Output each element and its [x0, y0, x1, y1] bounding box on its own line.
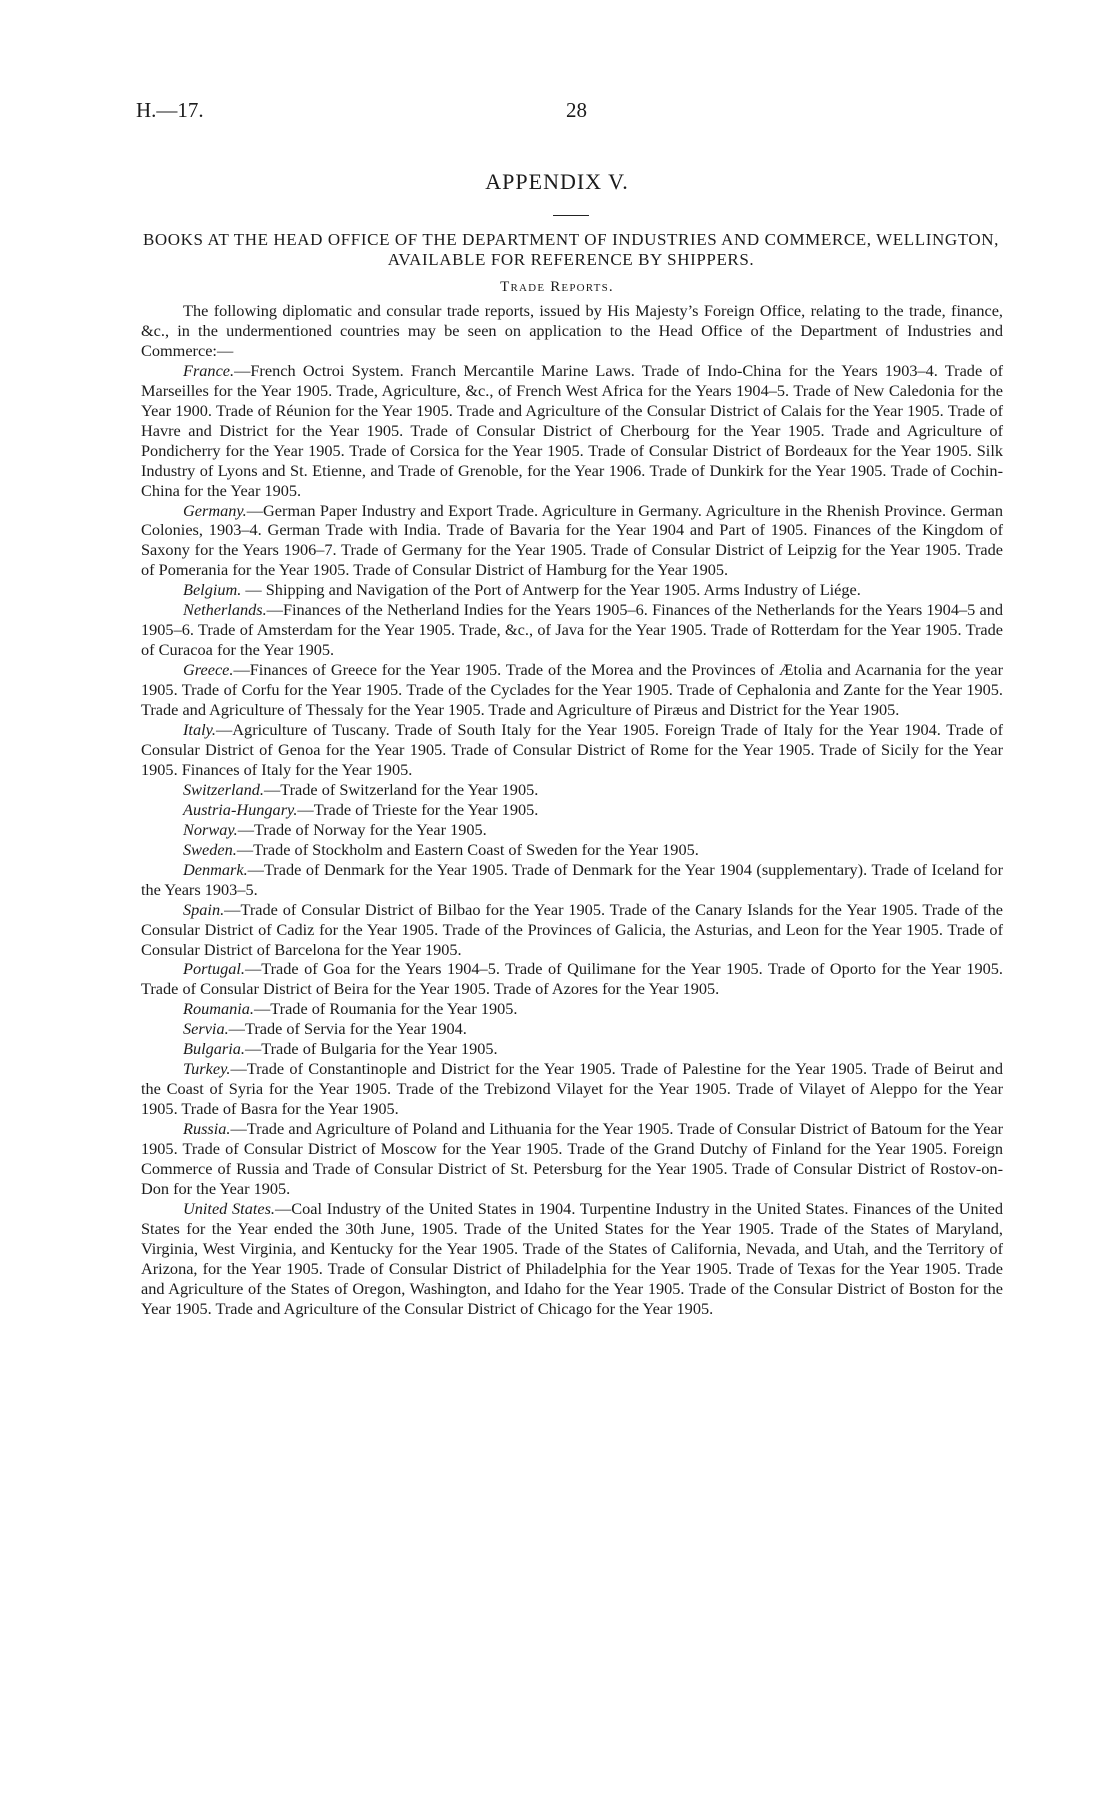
title-rule	[553, 215, 589, 216]
country-name: Roumania.	[183, 999, 254, 1019]
country-reports: —German Paper Industry and Export Trade. Agriculture in Germany. Agriculture in the Rhenish Province. German Colonies, 1903–4. German Trade with India. Trade of Bavaria for the Year 1904 and Part of 1905. Finances of the Kingdom of Saxony for the Years 1906–7. Trade of Germany for the Year 1905. Trade of Consular District of Leipzig for the Year 1905. Trade of Pomerania for the Year 1905. Trade of Consular District of Hamburg for the Year 1905.	[141, 500, 1003, 580]
country-paragraph	[141, 580, 1003, 600]
country-name: Servia.	[183, 1019, 229, 1039]
country-name: Italy.	[183, 720, 217, 740]
country-paragraph	[141, 900, 1003, 960]
country-paragraph	[141, 361, 1003, 501]
country-reports: —Trade of Denmark for the Year 1905. Trade of Denmark for the Year 1904 (supplementary). Trade of Iceland for the Years 1903–5.	[141, 859, 1003, 899]
country-name: Germany.	[183, 500, 247, 520]
intro-paragraph: The following diplomatic and consular trade reports, issued by His Majesty’s Foreign Office, relating to the trade, finance, &c., in the undermentioned countries may be seen on application to the Head Office of the Department of Industries and Commerce:—	[141, 301, 1003, 360]
country-paragraph	[141, 840, 1003, 860]
page-number: 28	[566, 98, 587, 122]
country-name: Bulgaria.	[183, 1039, 245, 1059]
country-reports: —Trade of Constantinople and District for the Year 1905. Trade of Palestine for the Year 1905. Trade of Beirut and the Coast of Syria for the Year 1905. Trade of the Trebizond Vilayet for the Year 1905. Trade of Vilayet of Aleppo for the Year 1905. Trade of Basra for the Year 1905.	[141, 1059, 1003, 1119]
country-paragraph	[141, 999, 1003, 1019]
country-reports: —Coal Industry of the United States in 1904. Turpentine Industry in the United States. Finances of the United States for the Year ended the 30th June, 1905. Trade of the United States for the Year 1905. Trade of the States of Maryland, Virginia, West Virginia, and Kentucky for the Year 1905. Trade of the States of California, Nevada, and Utah, and the Territory of Arizona, for the Year 1905. Trade of Consular District of Philadelphia for the Year 1905. Trade of Texas for the Year 1905. Trade and Agriculture of the States of Oregon, Washington, and Idaho for the Year 1905. Trade of the Consular District of Boston for the Year 1905. Trade and Agriculture of the Consular District of Chicago for the Year 1905.	[141, 1198, 1004, 1318]
country-name: Sweden.	[183, 839, 237, 859]
country-paragraph	[141, 1119, 1003, 1199]
section-heading: BOOKS AT THE HEAD OFFICE OF THE DEPARTMENT OF INDUSTRIES AND COMMERCE, WELLINGTON, AVAILABLE FOR REFERENCE BY SHIPPERS.	[142, 230, 1000, 269]
country-paragraph	[141, 860, 1003, 900]
country-paragraph	[141, 1059, 1003, 1119]
country-reports: —Trade of Goa for the Years 1904–5. Trade of Quilimane for the Year 1905. Trade of Oporto for the Year 1905. Trade of Consular District of Beira for the Year 1905. Trade of Azores for the Year 1905.	[141, 959, 1003, 999]
country-reports: —Trade of Trieste for the Year 1905.	[297, 799, 539, 819]
country-reports: —Trade of Servia for the Year 1904.	[228, 1019, 467, 1039]
country-reports: —Finances of Greece for the Year 1905. Trade of the Morea and the Provinces of Ætolia and Acarnania for the year 1905. Trade of Corfu for the Year 1905. Trade of the Cyclades for the Year 1905. Trade of Cephalonia and Zante for the Year 1905. Trade and Agriculture of Thessaly for the Year 1905. Trade and Agriculture of Piræus and District for the Year 1905.	[141, 660, 1003, 720]
country-name: Norway.	[183, 819, 238, 839]
country-name: Switzerland.	[183, 779, 264, 799]
country-reports: —French Octroi System. Franch Mercantile Marine Laws. Trade of Indo-China for the Years 1903–4. Trade of Marseilles for the Year 1905. Trade, Agriculture, &c., of French West Africa for the Years 1904–5. Trade of New Caledonia for the Year 1900. Trade of Réunion for the Year 1905. Trade and Agriculture of the Consular District of Calais for the Year 1905. Trade of Havre and District for the Year 1905. Trade of Consular District of Cherbourg for the Year 1905. Trade and Agriculture of Pondicherry for the Year 1905. Trade of Corsica for the Year 1905. Trade of Consular District of Bordeaux for the Year 1905. Silk Industry of Lyons and St. Etienne, and Trade of Grenoble, for the Year 1906. Trade of Dunkirk for the Year 1905. Trade of Cochin-China for the Year 1905.	[141, 360, 1003, 500]
country-name: Austria-Hungary.	[183, 799, 298, 819]
country-paragraph	[141, 1039, 1003, 1059]
country-paragraph	[141, 800, 1003, 820]
country-name: Belgium.	[183, 580, 242, 600]
country-name: Netherlands.	[183, 600, 267, 620]
country-reports: —Trade of Norway for the Year 1905.	[237, 819, 487, 839]
country-name: Greece.	[183, 660, 234, 680]
country-paragraph	[141, 780, 1003, 800]
country-name: Turkey.	[183, 1059, 231, 1079]
country-reports: —Trade of Bulgaria for the Year 1905.	[244, 1039, 498, 1059]
country-paragraph	[141, 1019, 1003, 1039]
country-reports: —Trade of Consular District of Bilbao for the Year 1905. Trade of the Canary Islands for the Year 1905. Trade of the Consular District of Cadiz for the Year 1905. Trade of the Provinces of Galicia, the Asturias, and Leon for the Year 1905. Trade of Consular District of Barcelona for the Year 1905.	[141, 899, 1003, 959]
country-reports: —Trade of Roumania for the Year 1905.	[254, 999, 518, 1019]
country-name: France.	[183, 360, 235, 380]
country-paragraph	[141, 1199, 1003, 1319]
country-name: United States.	[183, 1198, 276, 1218]
country-paragraph	[141, 501, 1003, 581]
country-name: Denmark.	[183, 859, 248, 879]
country-name: Spain.	[183, 899, 225, 919]
country-name: Russia.	[183, 1119, 231, 1139]
country-reports: —Trade of Switzerland for the Year 1905.	[263, 779, 539, 799]
document-code: H.—17.	[136, 98, 204, 122]
country-reports: —Trade and Agriculture of Poland and Lithuania for the Year 1905. Trade of Consular District of Batoum for the Year 1905. Trade of Consular District of Moscow for the Year 1905. Trade of the Grand Dutchy of Finland for the Year 1905. Foreign Commerce of Russia and Trade of Consular District of St. Petersburg for the Year 1905. Trade of Consular District of Rostov-on-Don for the Year 1905.	[141, 1119, 1003, 1198]
country-reports: —Finances of the Netherland Indies for the Years 1905–6. Finances of the Netherlands for the Years 1904–5 and 1905–6. Trade of Amsterdam for the Year 1905. Trade, &c., of Java for the Year 1905. Trade of Rotterdam for the Year 1905. Trade of Curacoa for the Year 1905.	[141, 600, 1003, 660]
appendix-title: APPENDIX V.	[485, 169, 629, 194]
report-list	[141, 301, 1003, 1319]
subheading: Trade Reports.	[500, 279, 614, 295]
country-reports: —Trade of Stockholm and Eastern Coast of Sweden for the Year 1905.	[236, 839, 699, 859]
country-paragraph	[141, 820, 1003, 840]
country-reports: — Shipping and Navigation of the Port of Antwerp for the Year 1905. Arms Industry of Liége.	[241, 580, 861, 600]
country-reports: —Agriculture of Tuscany. Trade of South Italy for the Year 1905. Foreign Trade of Italy for the Year 1904. Trade of Consular District of Genoa for the Year 1905. Trade of Consular District of Rome for the Year 1905. Trade of Sicily for the Year 1905. Finances of Italy for the Year 1905.	[141, 720, 1003, 779]
country-paragraph	[141, 720, 1003, 780]
country-paragraph	[141, 600, 1003, 660]
country-paragraph	[141, 660, 1003, 720]
country-paragraph	[141, 959, 1003, 999]
country-name: Portugal.	[183, 959, 245, 979]
